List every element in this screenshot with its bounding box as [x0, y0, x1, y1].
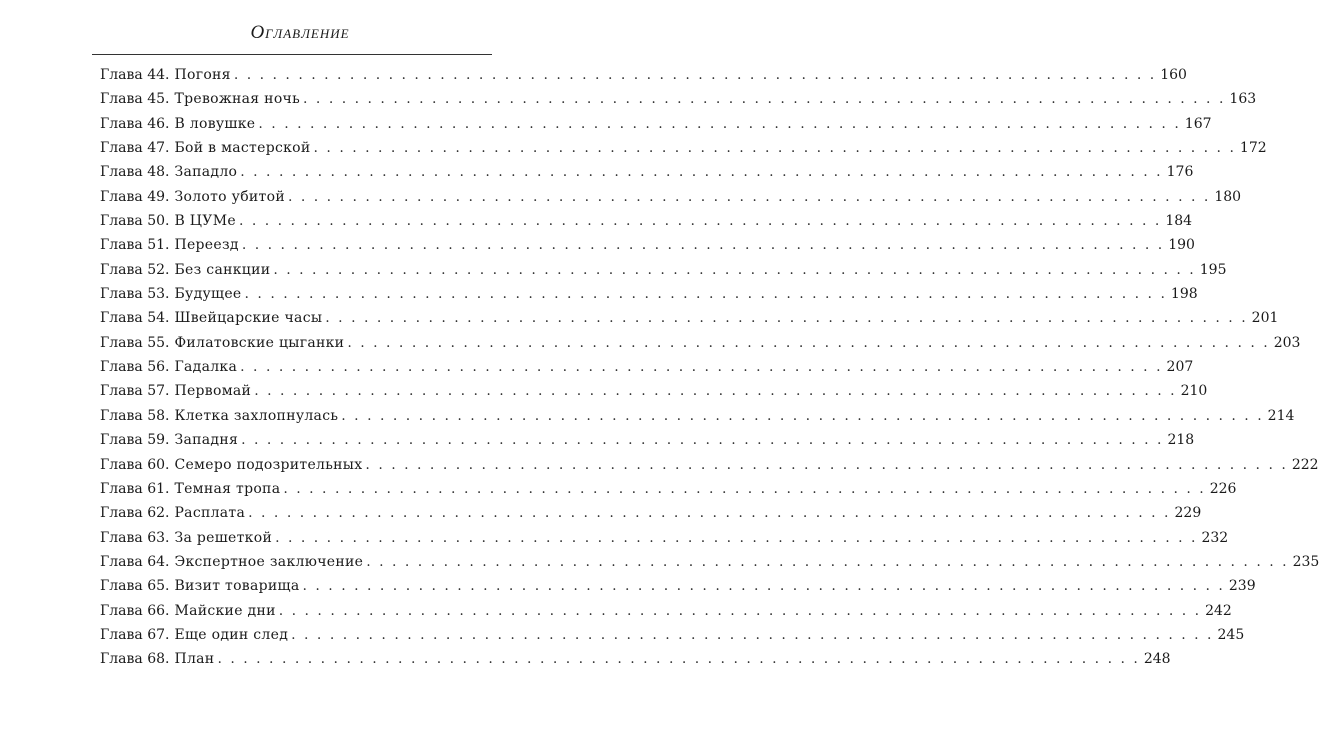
page-number: 242	[1205, 602, 1232, 619]
page-number: 180	[1214, 188, 1242, 205]
toc-entry[interactable]	[100, 87, 1257, 111]
chapter-label: Глава 49.	[100, 188, 170, 205]
table-of-contents	[100, 63, 1319, 672]
page-number: 226	[1209, 480, 1237, 497]
page-number: 203	[1273, 334, 1301, 351]
chapter-label: Глава 61.	[100, 480, 170, 497]
dot-leader	[303, 87, 1225, 111]
page-number: 184	[1165, 213, 1193, 230]
toc-entry[interactable]	[100, 282, 1198, 306]
toc-entry[interactable]	[100, 209, 1193, 233]
toc-entry[interactable]	[100, 501, 1202, 525]
dot-leader	[248, 501, 1170, 525]
chapter-title: За решеткой	[174, 529, 273, 546]
chapter-label: Глава 57.	[100, 383, 170, 400]
chapter-label: Глава 50.	[100, 213, 170, 230]
dot-leader	[341, 404, 1263, 428]
page-number: 163	[1229, 91, 1257, 108]
chapter-title: Визит товарища	[174, 578, 300, 595]
page-number: 239	[1228, 578, 1256, 595]
toc-entry[interactable]	[100, 258, 1227, 282]
chapter-title: Первомай	[174, 383, 252, 400]
toc-entry[interactable]	[100, 477, 1237, 501]
page-number: 190	[1168, 237, 1195, 254]
dot-leader	[240, 160, 1162, 184]
chapter-label: Глава 54.	[100, 310, 170, 327]
dot-leader	[314, 136, 1236, 160]
chapter-label: Глава 56.	[100, 359, 170, 376]
chapter-title: В ловушке	[174, 115, 256, 132]
chapter-title: Расплата	[174, 505, 246, 522]
dot-leader	[347, 331, 1269, 355]
chapter-label: Глава 62.	[100, 505, 170, 522]
page-number: 160	[1160, 67, 1187, 83]
chapter-label: Глава 48.	[100, 164, 170, 181]
chapter-title: В ЦУМе	[174, 213, 236, 230]
chapter-title: Переезд	[174, 237, 239, 254]
dot-leader	[325, 306, 1247, 330]
page-number: 176	[1166, 164, 1194, 181]
page-number: 207	[1166, 359, 1194, 376]
chapter-label: Глава 45.	[100, 91, 170, 108]
page-number: 245	[1217, 626, 1245, 643]
chapter-label: Глава 53.	[100, 286, 170, 303]
dot-leader	[254, 379, 1176, 403]
chapter-label: Глава 51.	[100, 237, 170, 254]
dot-leader	[245, 282, 1167, 306]
page-number: 222	[1291, 456, 1319, 473]
chapter-title: Филатовские цыганки	[174, 334, 345, 351]
dot-leader	[288, 185, 1210, 209]
page-number: 232	[1201, 529, 1229, 546]
chapter-label: Глава 66.	[100, 602, 170, 619]
chapter-label: Глава 64.	[100, 553, 170, 570]
dot-leader	[303, 574, 1225, 598]
page-number: 218	[1167, 432, 1195, 449]
chapter-label: Глава 47.	[100, 140, 170, 157]
dot-leader	[242, 233, 1164, 257]
chapter-title: Гадалка	[174, 359, 238, 376]
toc-entry[interactable]	[100, 379, 1208, 403]
toc-entry[interactable]	[100, 136, 1267, 160]
toc-entry[interactable]	[100, 306, 1279, 330]
page-number: 229	[1174, 505, 1202, 522]
dot-leader	[291, 623, 1213, 647]
page-title: Оглавление	[250, 22, 350, 43]
header-divider	[92, 54, 492, 55]
chapter-label: Глава 68.	[100, 651, 170, 668]
chapter-title: Клетка захлопнулась	[174, 407, 339, 424]
chapter-title: Западня	[174, 432, 239, 449]
dot-leader	[283, 477, 1205, 501]
page-number: 248	[1143, 651, 1171, 668]
toc-entry[interactable]	[100, 331, 1301, 355]
toc-entry[interactable]	[100, 599, 1232, 623]
page-number: 172	[1239, 140, 1267, 157]
chapter-title: Будущее	[174, 286, 242, 303]
chapter-label: Глава 67.	[100, 626, 170, 643]
toc-entry[interactable]	[100, 526, 1229, 550]
chapter-title: Погоня	[174, 67, 231, 83]
toc-entry[interactable]	[100, 233, 1195, 257]
toc-entry[interactable]	[100, 160, 1194, 184]
chapter-label: Глава 44.	[100, 67, 170, 83]
toc-entry[interactable]	[100, 550, 1319, 574]
dot-leader	[234, 63, 1156, 87]
page-number: 214	[1267, 407, 1295, 424]
toc-entry[interactable]	[100, 404, 1295, 428]
dot-leader	[258, 112, 1180, 136]
dot-leader	[275, 526, 1197, 550]
chapter-label: Глава 60.	[100, 456, 170, 473]
toc-entry[interactable]	[100, 623, 1245, 647]
toc-entry[interactable]	[100, 428, 1195, 452]
toc-entry[interactable]	[100, 63, 1187, 87]
chapter-label: Глава 52.	[100, 261, 170, 278]
chapter-title: Золото убитой	[174, 188, 285, 205]
chapter-title: Без санкции	[174, 261, 271, 278]
toc-entry[interactable]	[100, 647, 1171, 671]
chapter-title: Швейцарские часы	[174, 310, 323, 327]
toc-entry[interactable]	[100, 574, 1256, 598]
toc-entry[interactable]	[100, 112, 1212, 136]
chapter-title: Темная тропа	[174, 480, 281, 497]
chapter-title: План	[174, 651, 215, 668]
chapter-title: Семеро подозрительных	[174, 456, 363, 473]
chapter-label: Глава 65.	[100, 578, 170, 595]
page-number: 235	[1292, 553, 1319, 570]
chapter-label: Глава 59.	[100, 432, 170, 449]
toc-entry[interactable]	[100, 355, 1194, 379]
chapter-title: Бой в мастерской	[174, 140, 311, 157]
chapter-title: Западло	[174, 164, 238, 181]
chapter-label: Глава 55.	[100, 334, 170, 351]
chapter-title: Экспертное заключение	[174, 553, 364, 570]
dot-leader	[240, 355, 1162, 379]
dot-leader	[279, 599, 1201, 623]
chapter-title: Тревожная ночь	[174, 91, 301, 108]
chapter-label: Глава 46.	[100, 115, 170, 132]
dot-leader	[239, 209, 1161, 233]
page-number: 195	[1199, 261, 1227, 278]
chapter-title: Майские дни	[174, 602, 276, 619]
dot-leader	[365, 453, 1287, 477]
dot-leader	[273, 258, 1195, 282]
dot-leader	[241, 428, 1163, 452]
dot-leader	[217, 647, 1139, 671]
toc-entry[interactable]	[100, 453, 1319, 477]
page-number: 167	[1184, 115, 1212, 132]
page-number: 210	[1180, 383, 1208, 400]
chapter-label: Глава 58.	[100, 407, 170, 424]
toc-entry[interactable]	[100, 185, 1242, 209]
chapter-label: Глава 63.	[100, 529, 170, 546]
chapter-title: Еще один след	[174, 626, 289, 643]
page-number: 201	[1251, 310, 1279, 327]
dot-leader	[366, 550, 1288, 574]
page-number: 198	[1170, 286, 1198, 303]
